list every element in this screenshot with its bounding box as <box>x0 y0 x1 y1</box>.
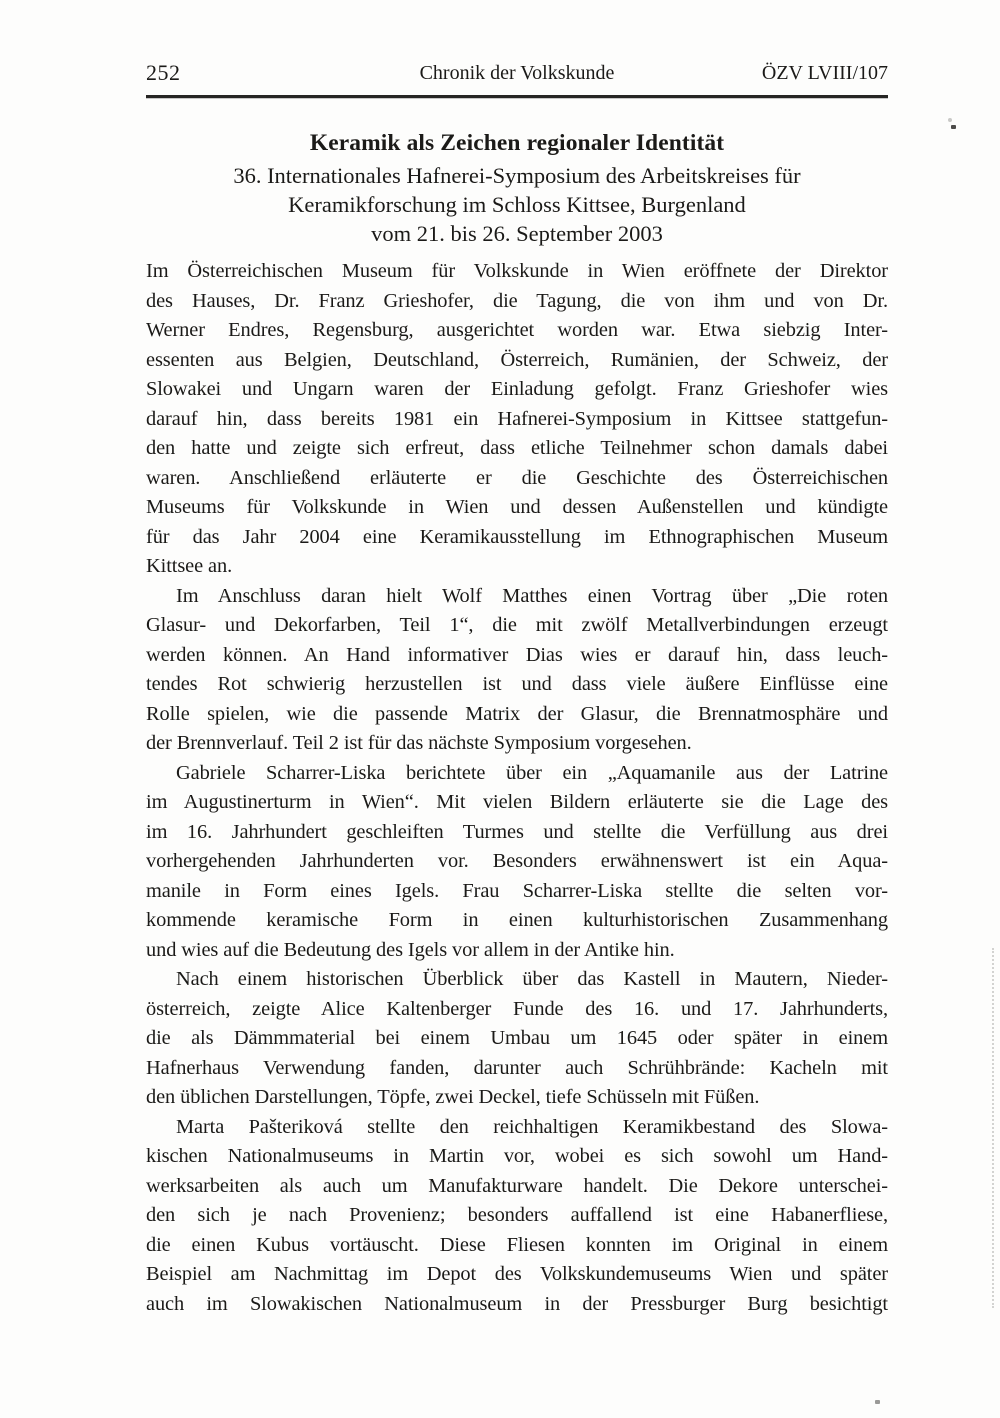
text-line: Gabriele Scharrer-Liska berichtete über ein „Aquamanile aus der Latrine <box>176 761 888 784</box>
text-line: der Brennverlauf. Teil 2 ist für das nächste Symposium vorgesehen. <box>146 732 692 754</box>
text-line: Marta Pašteriková stellte den reichhaltigen Keramikbestand des Slowa- <box>176 1115 888 1138</box>
text-line: den sich je nach Provenienz; besonders auffallend ist eine Habanerfliese, <box>146 1204 888 1226</box>
header-divider-rule <box>146 95 888 98</box>
subtitle-line: Keramikforschung im Schloss Kittsee, Burgenland <box>288 192 746 217</box>
scan-artifact-dot <box>875 1400 880 1404</box>
text-line: Hafnerhaus Verwendung fanden, darunter auch Schrühbrände: Kacheln mit <box>146 1056 888 1079</box>
text-line: manile in Form eines Igels. Frau Scharrer-Liska stellte die selten vor- <box>146 879 888 902</box>
text-line: tendes Rot schwierig herzustellen ist und dass viele äußere Einflüsse eine <box>146 673 888 695</box>
text-line: Nach einem historischen Überblick über das Kastell in Mautern, Nieder- <box>176 968 888 990</box>
text-line: Beispiel am Nachmittag im Depot des Volkskundemuseums Wien und später <box>146 1263 888 1285</box>
text-line: waren. Anschließend erläuterte er die Geschichte des Österreichischen <box>146 466 888 489</box>
running-header <box>146 60 888 86</box>
text-line: darauf hin, dass bereits 1981 ein Hafnerei-Symposium in Kittsee stattgefun- <box>146 407 888 430</box>
text-line: die einen Kubus vortäuscht. Diese Fliesen konnten im Original in einem <box>146 1233 888 1256</box>
text-line: auch im Slowakischen Nationalmuseum in der Pressburger Burg besichtigt <box>146 1292 888 1315</box>
text-line: kommende keramische Form in einen kulturhistorischen Zusammenhang <box>146 909 888 931</box>
subtitle-line: 36. Internationales Hafnerei-Symposium des Arbeitskreises für <box>233 163 801 188</box>
text-line: des Hauses, Dr. Franz Grieshofer, die Tagung, die von ihm und von Dr. <box>146 289 888 312</box>
paragraph <box>146 1113 888 1320</box>
text-column <box>146 0 888 1319</box>
subtitle-line: vom 21. bis 26. September 2003 <box>371 221 663 246</box>
text-line: für das Jahr 2004 eine Keramikausstellung im Ethnographischen Museum <box>146 525 888 548</box>
text-line: Glasur- und Dekorfarben, Teil 1“, die mit zwölf Metallverbindungen erzeugt <box>146 614 888 636</box>
scan-artifact-dot <box>951 125 956 129</box>
text-line: Rolle spielen, wie die passende Matrix der Glasur, die Brennatmosphäre und <box>146 702 888 725</box>
article-title: Keramik als Zeichen regionaler Identität <box>309 130 725 156</box>
text-line: kischen Nationalmuseums in Martin vor, wobei es sich sowohl um Hand- <box>146 1145 888 1167</box>
journal-volume-reference: ÖZV LVIII/107 <box>761 62 888 84</box>
page-number: 252 <box>146 60 181 85</box>
text-line: Museums für Volkskunde in Wien und dessen Außenstellen und kündigte <box>146 496 888 518</box>
article-subtitle <box>146 161 888 248</box>
text-line: österreich, zeigte Alice Kaltenberger Funde des 16. und 17. Jahrhunderts, <box>146 997 888 1020</box>
text-line: und wies auf die Bedeutung des Igels vor allem in der Antike hin. <box>146 938 675 961</box>
text-line: werden können. An Hand informativer Dias wies er darauf hin, dass leuch- <box>146 643 888 666</box>
text-line: Im Anschluss daran hielt Wolf Matthes einen Vortrag über „Die roten <box>176 584 888 607</box>
text-line: die als Dämmmaterial bei einem Umbau um 1645 oder später in einem <box>146 1027 888 1049</box>
paragraph <box>146 965 888 1113</box>
text-line: Kittsee an. <box>146 555 233 577</box>
text-line: den üblichen Darstellungen, Töpfe, zwei Deckel, tiefe Schüsseln mit Füßen. <box>146 1086 760 1108</box>
text-line: Im Österreichischen Museum für Volkskunde in Wien eröffnete der Direktor <box>146 260 888 282</box>
scan-artifact-dotted-line <box>992 948 994 1308</box>
text-line: essenten aus Belgien, Deutschland, Österreich, Rumänien, der Schweiz, der <box>146 348 888 371</box>
paragraph <box>146 582 888 759</box>
article-body <box>146 257 888 1319</box>
text-line: werksarbeiten als auch um Manufakturware handelt. Die Dekore unterschei- <box>146 1174 888 1197</box>
paragraph <box>146 257 888 582</box>
running-title: Chronik der Volkskunde <box>419 62 615 84</box>
text-line: Werner Endres, Regensburg, ausgerichtet worden war. Etwa siebzig Inter- <box>146 319 888 341</box>
text-line: im 16. Jahrhundert geschleiften Turmes und stellte die Verfüllung aus drei <box>146 820 888 843</box>
paragraph <box>146 759 888 966</box>
text-line: den hatte und zeigte sich erfreut, dass etliche Teilnehmer schon damals dabei <box>146 437 888 459</box>
text-line: Slowakei und Ungarn waren der Einladung gefolgt. Franz Grieshofer wies <box>146 378 888 400</box>
text-line: im Augustinerturm in Wien“. Mit vielen Bildern erläuterte sie die Lage des <box>146 791 888 813</box>
text-line: vorhergehenden Jahrhunderten vor. Besonders erwähnenswert ist ein Aqua- <box>146 850 888 872</box>
scan-artifact-dot <box>948 118 952 122</box>
